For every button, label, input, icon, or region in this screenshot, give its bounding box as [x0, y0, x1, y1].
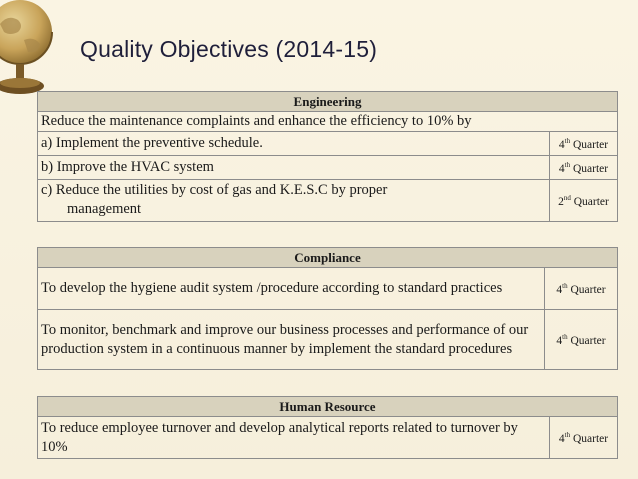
- objective-text: a) Implement the preventive schedule.: [38, 132, 550, 156]
- objective-text: To develop the hygiene audit system /procedure according to standard practices: [38, 268, 545, 310]
- table-row: [38, 132, 618, 156]
- compliance-table: [37, 247, 618, 370]
- engineering-heading: Engineering: [38, 92, 618, 112]
- table-row: [38, 179, 618, 221]
- quarter-cell: 4th Quarter: [550, 155, 618, 179]
- objective-text: To reduce employee turnover and develop analytical reports related to turnover by 10%: [38, 417, 550, 459]
- quarter-cell: 2nd Quarter: [550, 179, 618, 221]
- globe-icon: [0, 0, 58, 98]
- quarter-cell: 4th Quarter: [545, 310, 618, 370]
- table-row: [38, 268, 618, 310]
- human-resource-table: [37, 396, 618, 459]
- quarter-cell: 4th Quarter: [545, 268, 618, 310]
- table-row: [38, 417, 618, 459]
- quarter-cell: 4th Quarter: [550, 417, 618, 459]
- engineering-intro: Reduce the maintenance complaints and enhance the efficiency to 10% by: [38, 112, 618, 132]
- quarter-cell: 4th Quarter: [550, 132, 618, 156]
- objective-text: To monitor, benchmark and improve our business processes and performance of our production system in a continuous manner by implement the standard procedures: [38, 310, 545, 370]
- engineering-table: [37, 91, 618, 222]
- table-row: [38, 310, 618, 370]
- compliance-heading: Compliance: [38, 248, 618, 268]
- objective-text: b) Improve the HVAC system: [38, 155, 550, 179]
- page-title: Quality Objectives (2014-15): [80, 36, 378, 62]
- table-row: [38, 155, 618, 179]
- human-resource-heading: Human Resource: [38, 397, 618, 417]
- objective-text: c) Reduce the utilities by cost of gas and K.E.S.C by proper management: [38, 179, 550, 221]
